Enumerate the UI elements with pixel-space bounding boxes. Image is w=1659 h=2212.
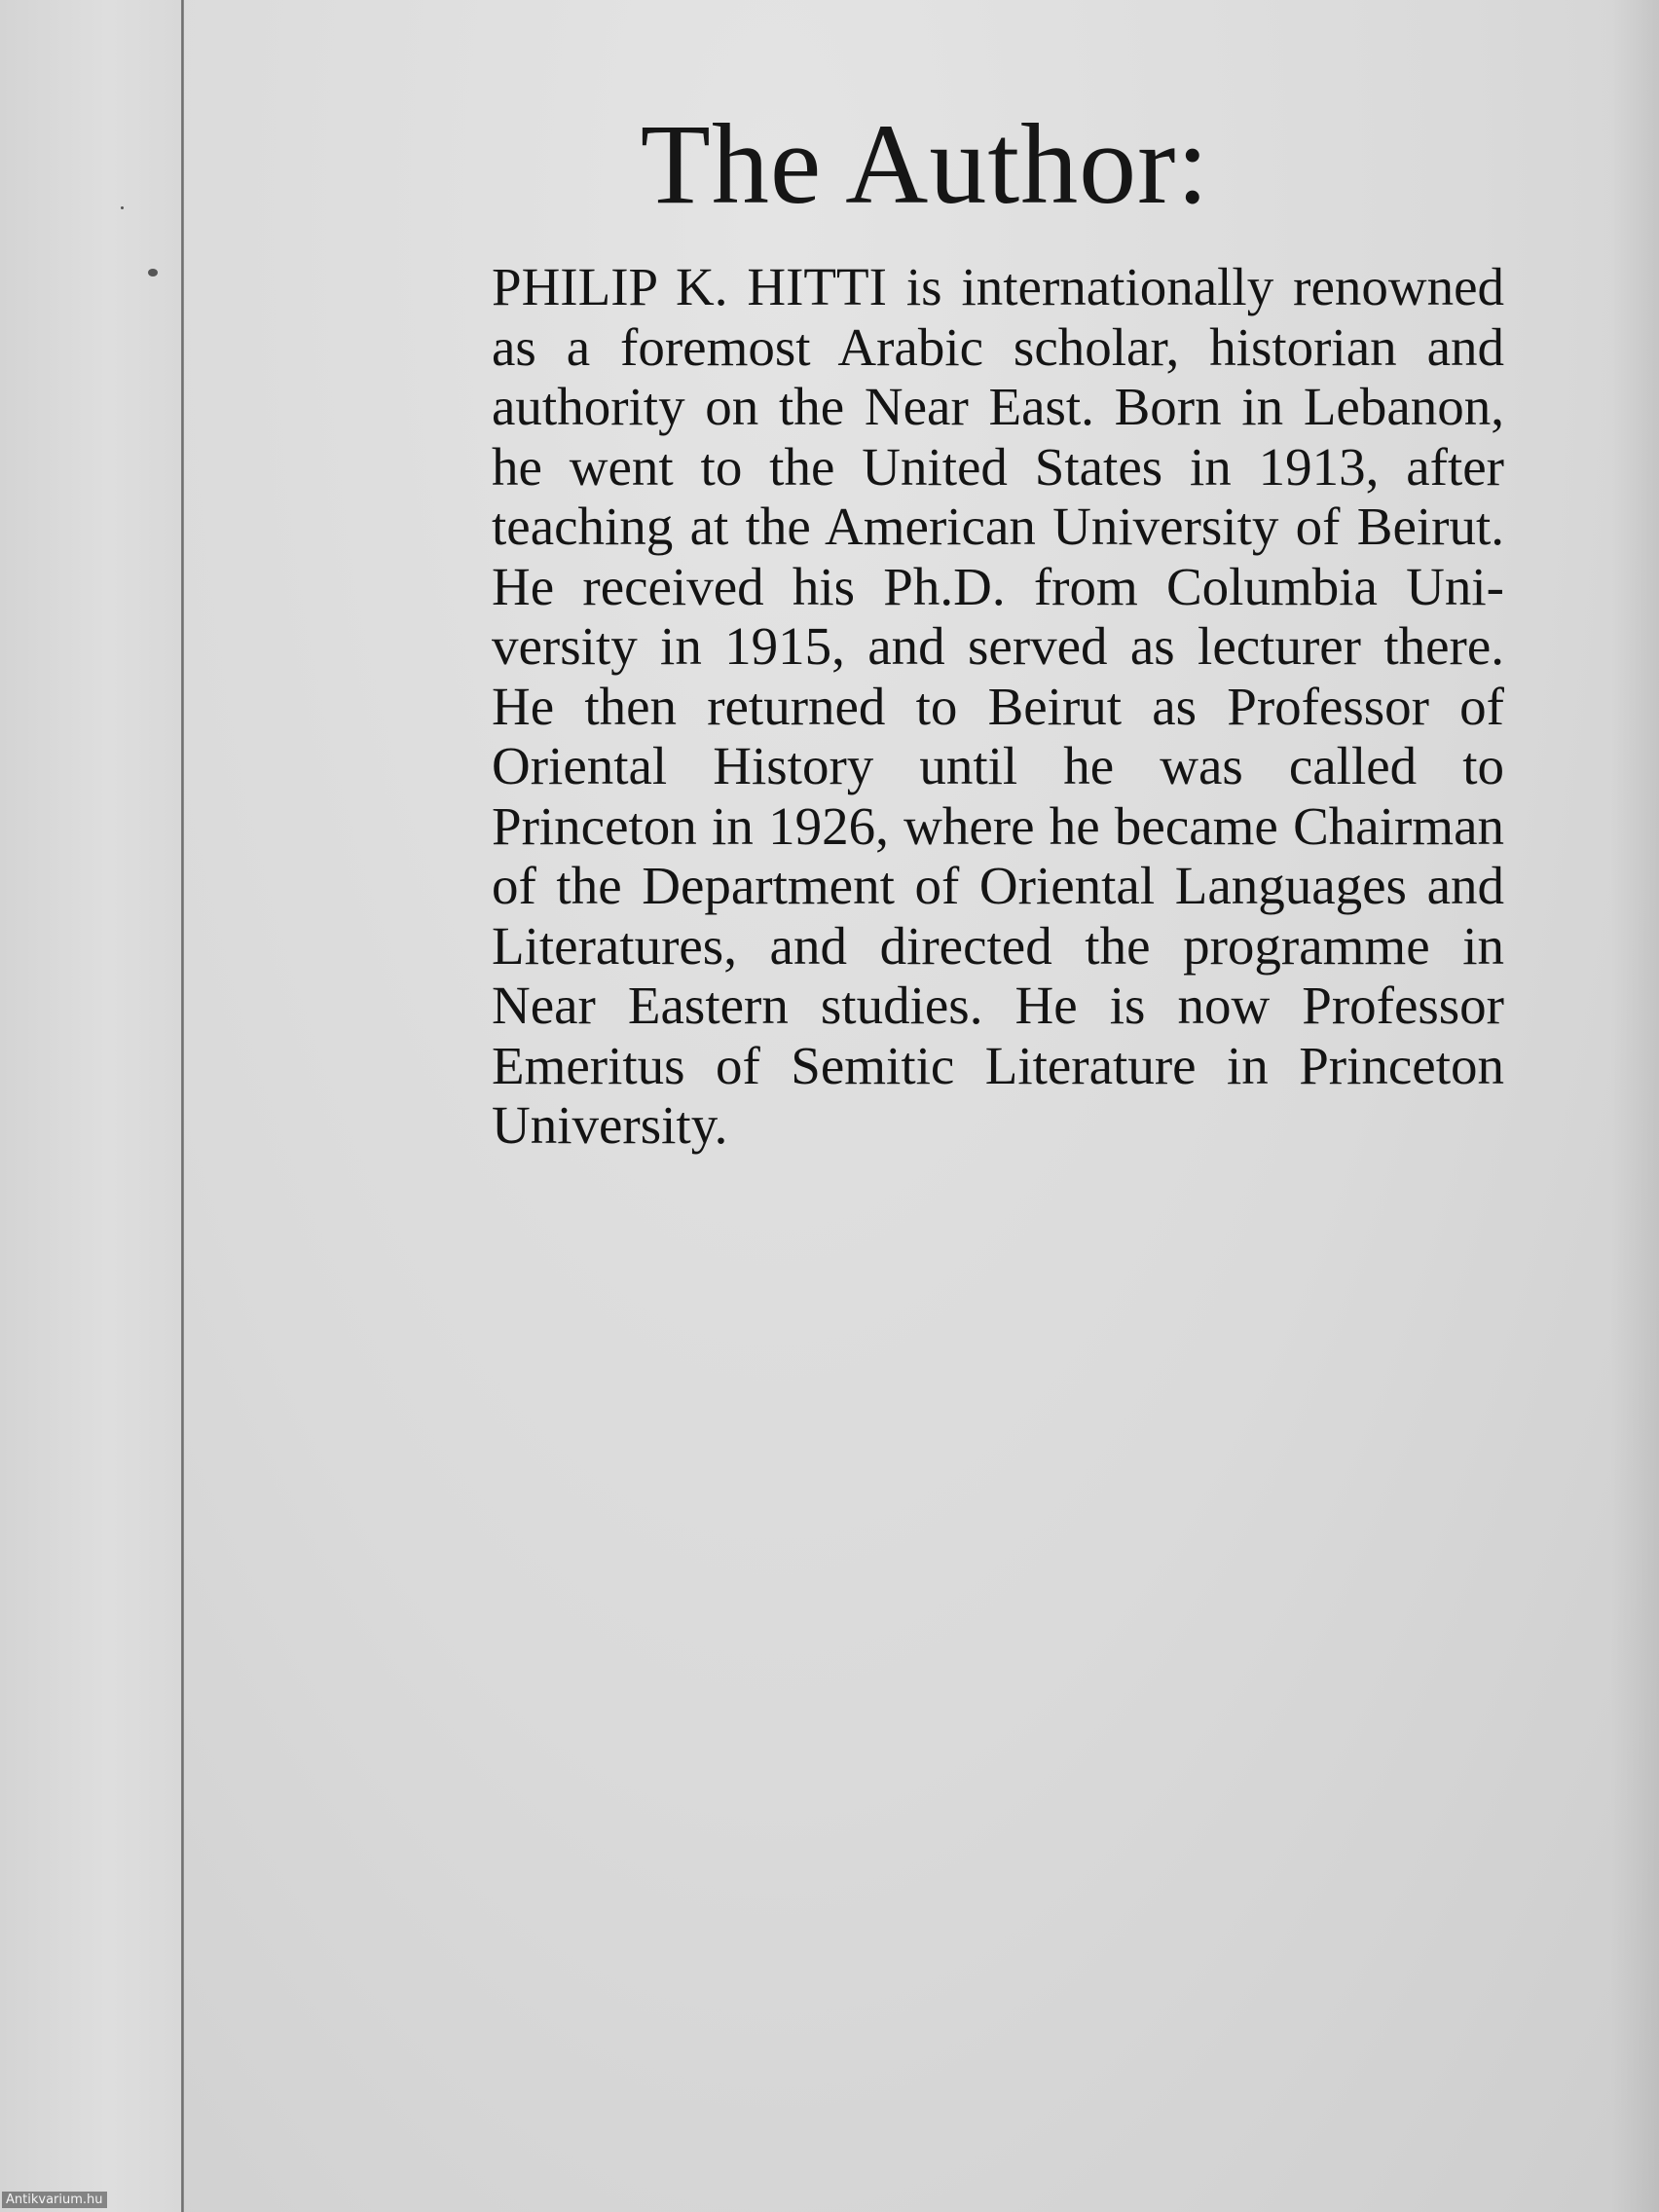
author-biography: PHILIP K. HITTI is internationally renowned as a foremost Arabic scholar, historian and authority on the Near East. Born in Lebanon, he went to the United States in 1913, after teaching at the American University of Beirut. He received his Ph.D. from Columbia University in 1915, and served as lecturer there. He then returned to Beirut as Professor of Oriental History until he was called to Princeton in 1926, where he became Chairman of the Department of Oriental Languages and Literatures, and directed the programme in Near Eastern studies. He is now Professor Emeritus of Semitic Literature in Princeton University. [492, 257, 1504, 1155]
watermark-label: Antikvarium.hu [2, 2192, 107, 2208]
ink-speck [121, 206, 124, 209]
left-flap [0, 0, 181, 2212]
page-title: The Author: [640, 100, 1210, 228]
page-edge-shadow [1610, 0, 1659, 2212]
ink-speck [148, 269, 158, 276]
